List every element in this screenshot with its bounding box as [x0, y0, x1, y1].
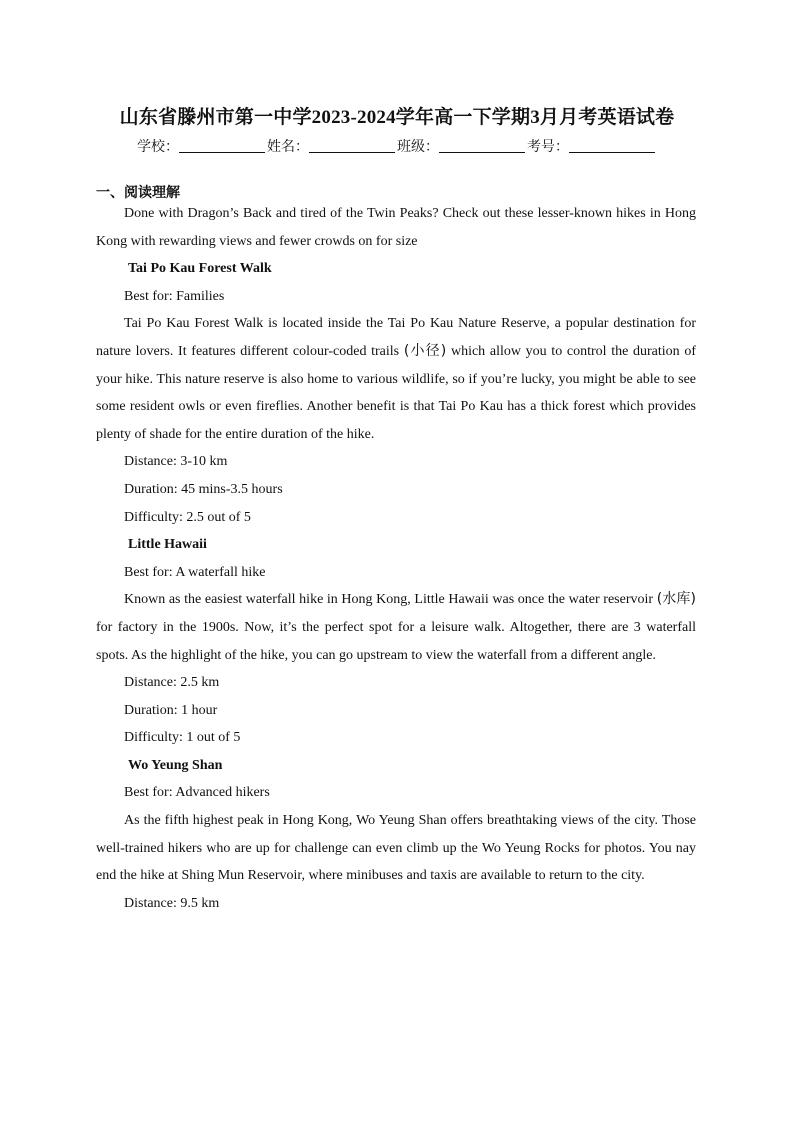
hike-2-desc-gloss: (水库)	[656, 591, 696, 608]
hike-3-best-for: Best for: Advanced hikers	[124, 785, 270, 801]
hike-2-difficulty: Difficulty: 1 out of 5	[124, 730, 241, 746]
class-label: 班级：	[397, 139, 439, 155]
hike-1-desc-gloss: (小径)	[403, 342, 447, 359]
hike-2-best-for: Best for: A waterfall hike	[124, 564, 266, 580]
name-blank[interactable]	[309, 138, 395, 153]
hike-3-title: Wo Yeung Shan	[128, 757, 223, 773]
hike-1-distance: Distance: 3-10 km	[124, 454, 228, 470]
hike-2-desc-part-a: Known as the easiest waterfall hike in Hong Kong, Little Hawaii was once the water reservoir	[124, 592, 657, 608]
school-blank[interactable]	[179, 138, 265, 153]
hike-1-title: Tai Po Kau Forest Walk	[128, 261, 272, 277]
document-title: 山东省滕州市第一中学2023-2024学年高一下学期3月月考英语试卷	[119, 107, 675, 128]
school-label: 学校：	[137, 139, 179, 155]
hike-1-difficulty: Difficulty: 2.5 out of 5	[124, 509, 251, 525]
hike-2-duration: Duration: 1 hour	[124, 702, 218, 718]
reading-passage	[96, 200, 696, 917]
hike-2-distance: Distance: 2.5 km	[124, 675, 220, 691]
hike-2-desc-part-b: for factory in the 1900s. Now, it’s the perfect spot for a leisure walk. Altogether, there are 3 waterfall spots. As the highlight of the hike, you can go upstream to view the waterfall from a different angle.	[96, 619, 696, 663]
section-heading: 一、阅读理解	[96, 185, 180, 201]
class-blank[interactable]	[439, 138, 525, 153]
name-label: 姓名：	[267, 139, 309, 155]
intro-paragraph: Done with Dragon’s Back and tired of the Twin Peaks? Check out these lesser-known hikes in Hong Kong with rewarding views and fewer crowds on for size	[96, 206, 696, 249]
student-info-line	[0, 136, 794, 156]
hike-1-desc-part-b: which allow you to control the duration of your hike. This nature reserve is also home to various wildlife, so if you’re lucky, you might be able to see some resident owls or even fireflies. Another benefit is that Tai Po Kau has a thick forest which provides plenty of shade for the entire duration of the hike.	[96, 343, 696, 442]
hike-1-description	[96, 310, 696, 448]
hike-2-description	[96, 586, 696, 669]
hike-2-title: Little Hawaii	[128, 537, 207, 553]
hike-3-distance: Distance: 9.5 km	[124, 895, 220, 911]
hike-1-duration: Duration: 45 mins-3.5 hours	[124, 481, 283, 497]
number-label: 考号：	[527, 139, 569, 155]
hike-3-description: As the fifth highest peak in Hong Kong, Wo Yeung Shan offers breathtaking views of the city. Those well-trained hikers who are up for challenge can even climb up the Wo Yeung Rocks for photos. You nay end the hike at Shing Mun Reservoir, where minibuses and taxis are available to return to the city.	[96, 813, 696, 884]
hike-1-best-for: Best for: Families	[124, 288, 225, 304]
hike-1-desc-part-a: Tai Po Kau Forest Walk is located inside the Tai Po Kau Nature Reserve, a popular destination for nature lovers. It features different colour-coded trails	[96, 316, 696, 359]
number-blank[interactable]	[569, 138, 655, 153]
